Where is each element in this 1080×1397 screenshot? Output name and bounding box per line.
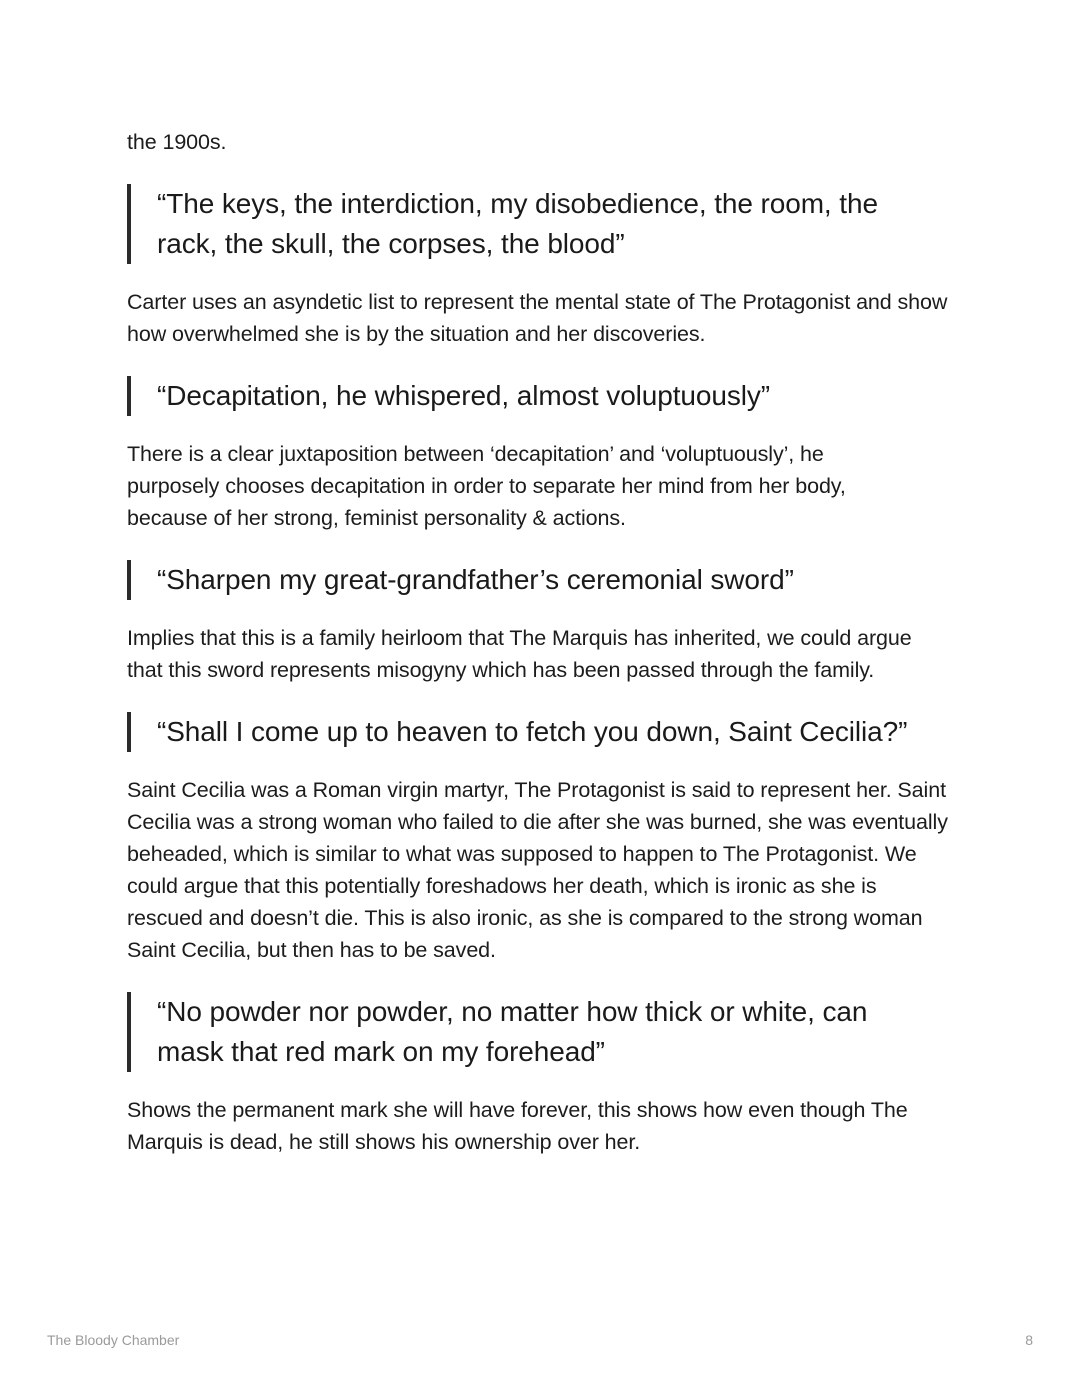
paragraph-intro-tail: the 1900s. xyxy=(127,130,227,154)
paragraph-asyndetic-list: Carter uses an asyndetic list to represent the mental state of The Protagonist and show how overwhelmed she is by the situation and her discoveries. xyxy=(127,290,948,346)
quote-saint-cecilia: “Shall I come up to heaven to fetch you down, Saint Cecilia?” xyxy=(127,712,967,752)
paragraph-saint-cecilia: Saint Cecilia was a Roman virgin martyr, The Protagonist is said to represent her. Saint Cecilia was a strong woman who failed to die after she was burned, she was eventually beheaded, which is similar to what was supposed to happen to The Protagonist. We could argue that this potentially foreshadows her death, which is ironic as she is rescued and doesn’t die. This is also ironic, as she is compared to the strong woman Saint Cecilia, but then has to be saved. xyxy=(127,778,948,962)
paragraph-heirloom: Implies that this is a family heirloom that The Marquis has inherited, we could argue that this sword represents misogyny which has been passed through the family. xyxy=(127,626,912,682)
quote-decapitation: “Decapitation, he whispered, almost voluptuously” xyxy=(127,376,967,416)
footer-document-title: The Bloody Chamber xyxy=(47,1332,180,1348)
paragraph-juxtaposition: There is a clear juxtaposition between ‘decapitation’ and ‘voluptuously’, he purposely chooses decapitation in order to separate her mind from her body, because of her strong, feminist personality & actions. xyxy=(127,442,846,530)
paragraph-permanent-mark: Shows the permanent mark she will have forever, this shows how even though The Marquis is dead, he still shows his ownership over her. xyxy=(127,1098,908,1154)
quote-sword: “Sharpen my great-grandfather’s ceremonial sword” xyxy=(127,560,967,600)
footer-page-number: 8 xyxy=(1025,1332,1033,1348)
quote-keys: “The keys, the interdiction, my disobedience, the room, the rack, the skull, the corpses, the blood” xyxy=(127,184,917,264)
document-body xyxy=(127,126,967,1158)
quote-red-mark: “No powder nor powder, no matter how thick or white, can mask that red mark on my forehead” xyxy=(127,992,917,1072)
